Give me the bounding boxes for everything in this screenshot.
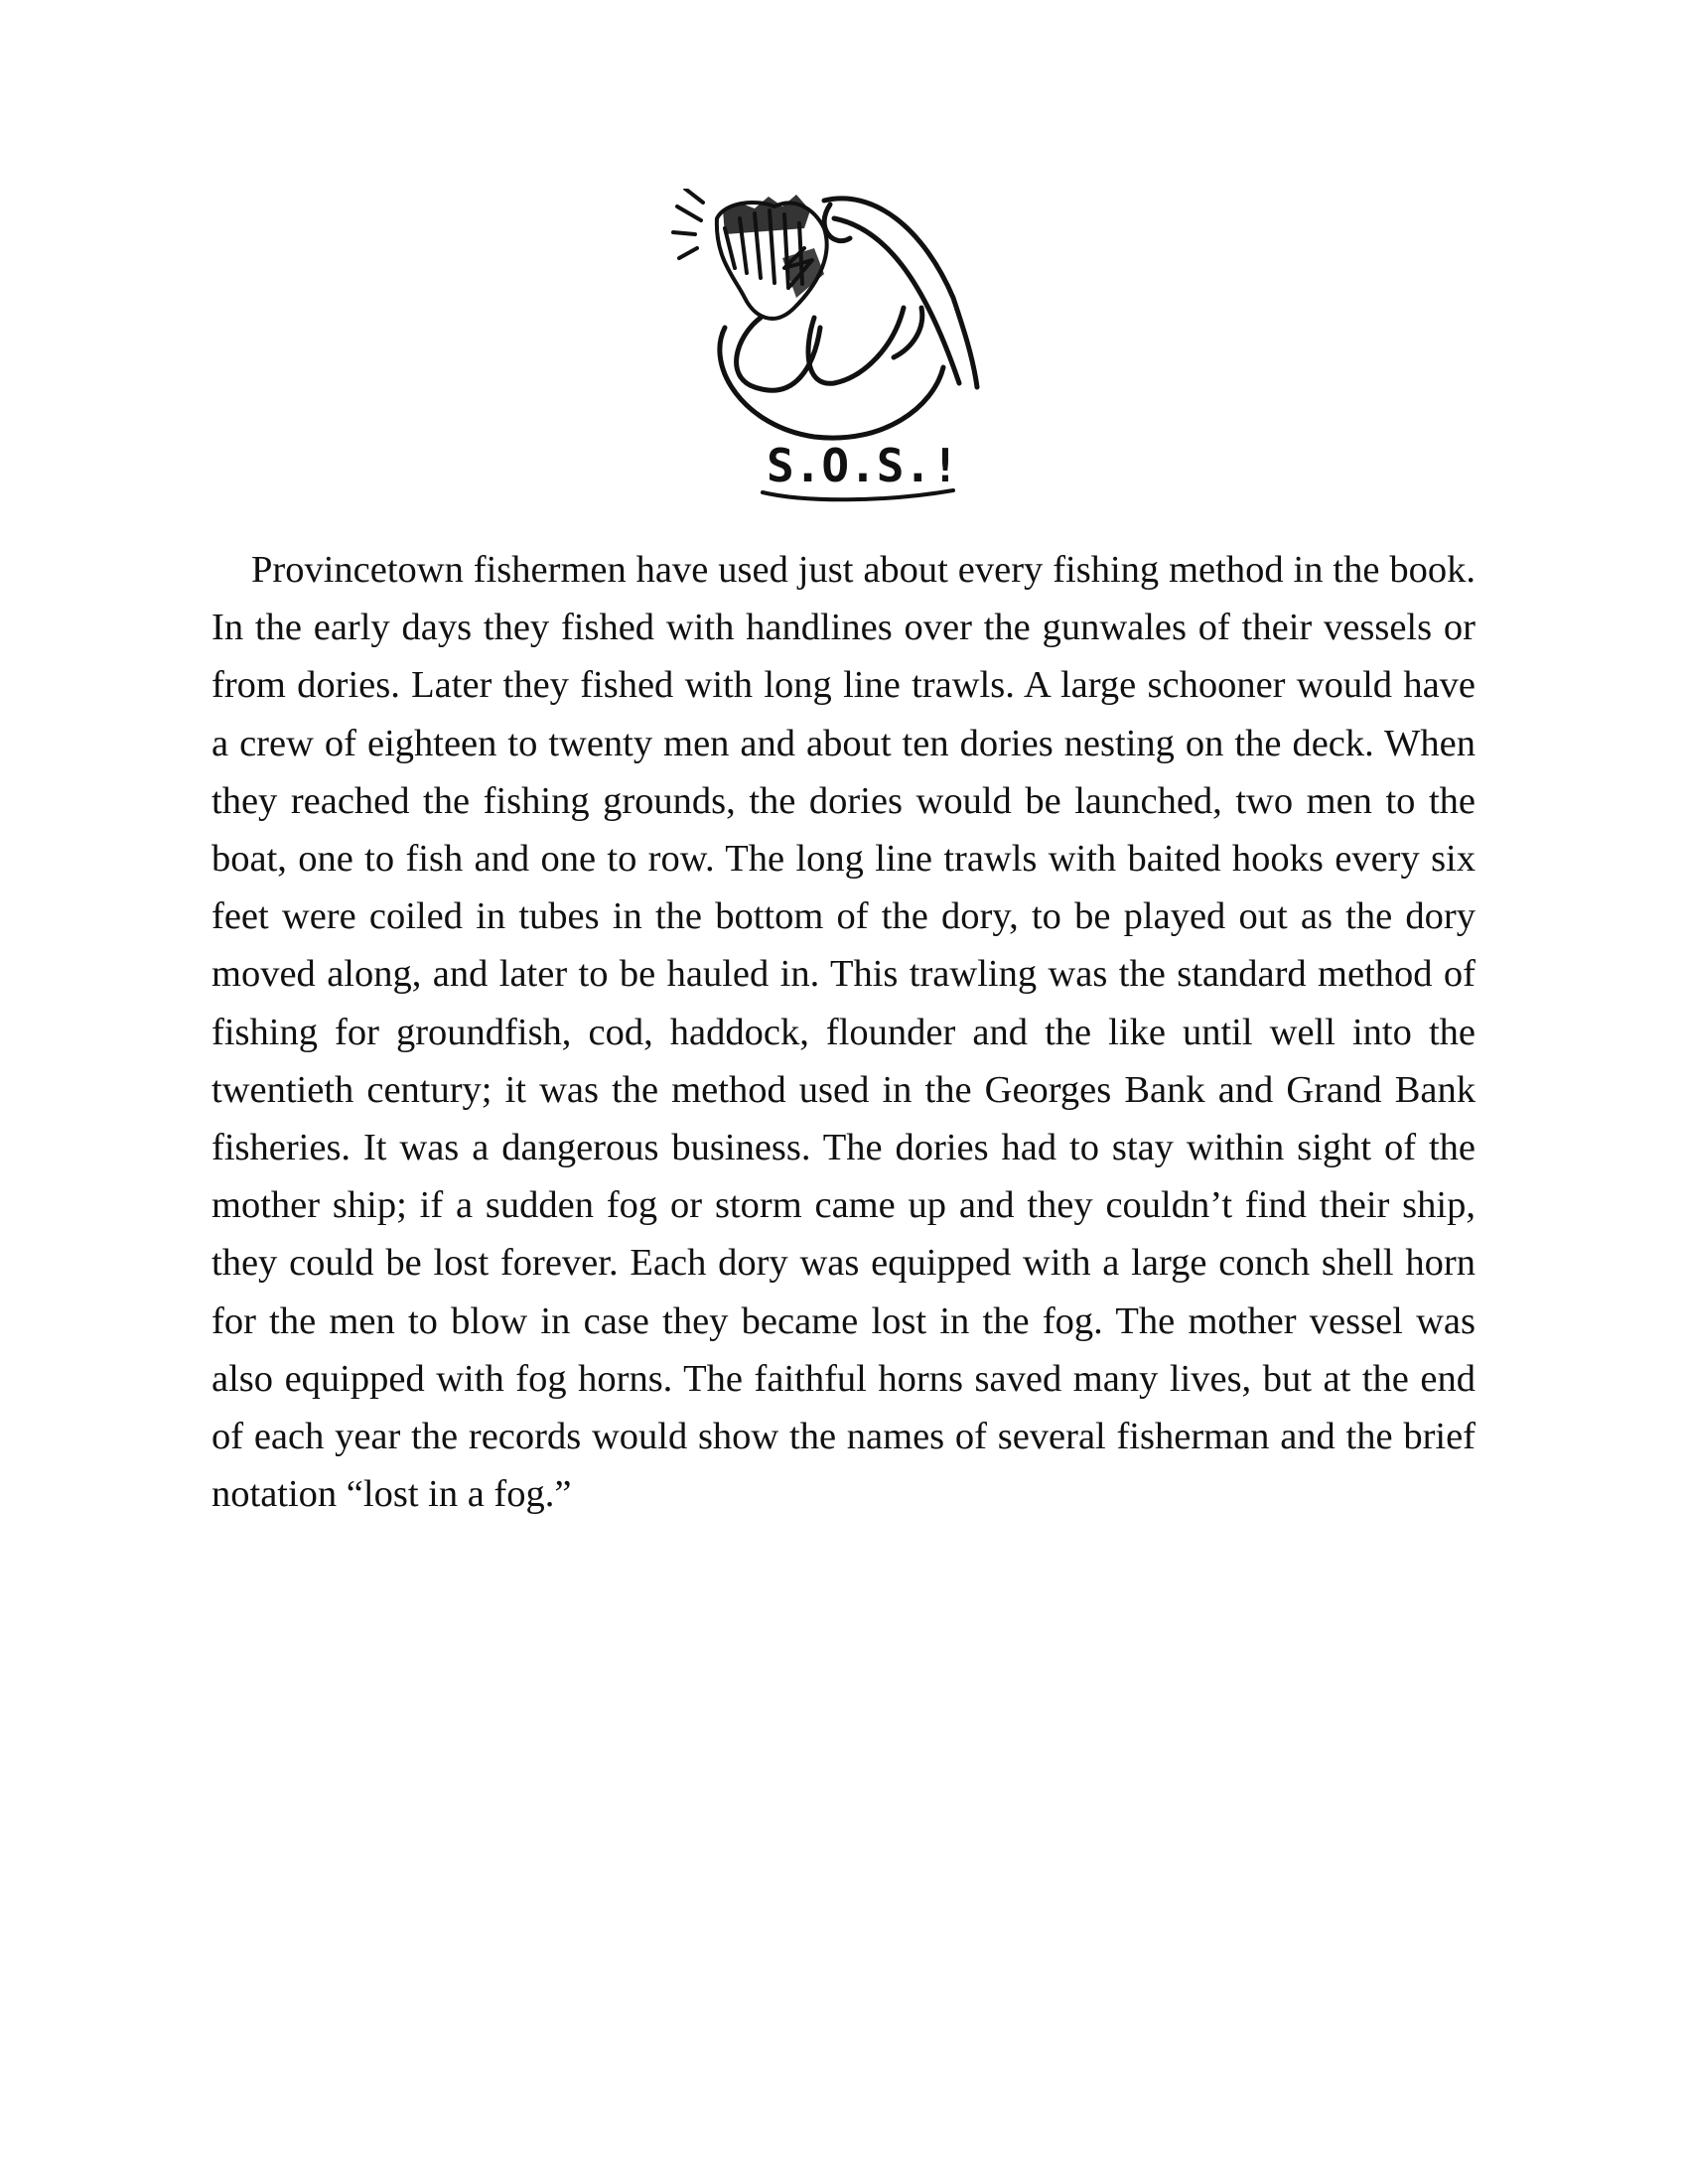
conch-horn-illustration xyxy=(665,189,1023,506)
conch-horn-sos-icon xyxy=(665,189,1023,506)
sos-caption xyxy=(767,439,959,492)
body-paragraph: Provincetown fishermen have used just about every fishing method in the book. In the early days they fished with handlines over the gunwales of their vessels or from dories. Later they fished with long line trawls. A large schooner would have a crew of eighteen to twenty men and about ten dories nesting on the deck. When they reached the fishing grounds, the dories would be launched, two men to the boat, one to fish and one to row. The long line trawls with baited hooks every six feet were coiled in tubes in the bottom of the dory, to be played out as the dory moved along, and later to be hauled in. This trawling was the standard method of fishing for groundfish, cod, haddock, flounder and the like until well into the twentieth century; it was the method used in the Georges Bank and Grand Bank fisheries. It was a dangerous business. The dories had to stay within sight of the mother ship; if a sudden fog or storm came up and they couldn’t find their ship, they could be lost forever. Each dory was equipped with a large conch shell horn for the men to blow in case they became lost in the fog. The mother vessel was also equipped with fog horns. The faithful horns saved many lives, but at the end of each year the records would show the names of several fisherman and the brief notation “lost in a fog.” xyxy=(211,549,1476,1516)
svg-text:S.O.S.!: S.O.S.! xyxy=(767,439,959,492)
